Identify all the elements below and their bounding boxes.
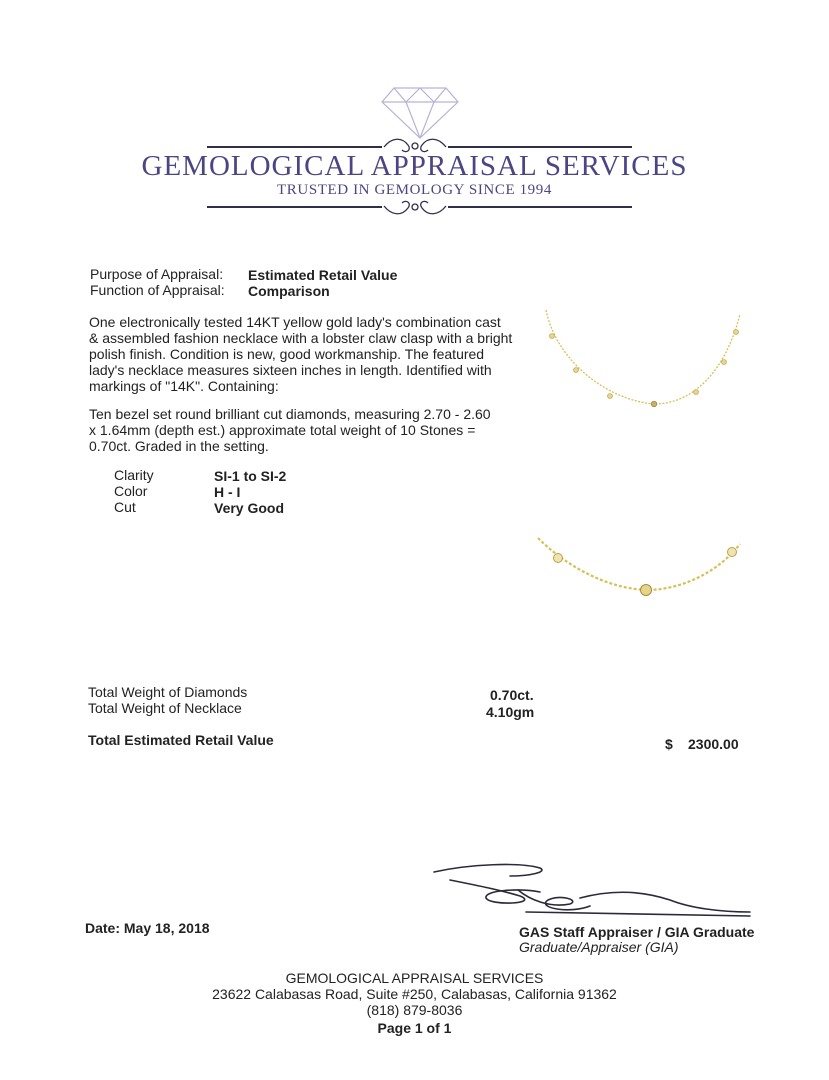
total-diamonds-label: Total Weight of Diamonds bbox=[88, 684, 248, 700]
purpose-label: Purpose of Appraisal: bbox=[90, 266, 224, 282]
top-rule-left bbox=[207, 146, 382, 148]
stones-line: x 1.64mm (depth est.) approximate total weight of 10 Stones = bbox=[89, 422, 476, 438]
total-retail-value: 2300.00 bbox=[688, 736, 739, 752]
description-line: & assembled fashion necklace with a lobster claw clasp with a bright bbox=[89, 330, 513, 346]
stones-paragraph bbox=[89, 406, 519, 454]
description-line: lady's necklace measures sixteen inches in length. Identified with bbox=[89, 362, 492, 378]
footer-phone: (818) 879-8036 bbox=[366, 1002, 463, 1018]
grade-value-color: H - I bbox=[214, 484, 241, 500]
appraiser-subtitle: Graduate/Appraiser (GIA) bbox=[519, 939, 679, 955]
total-necklace-value: 4.10gm bbox=[486, 704, 535, 720]
flourish-bottom-icon bbox=[382, 196, 448, 220]
total-retail-label: Total Estimated Retail Value bbox=[88, 732, 274, 748]
stones-line: 0.70ct. Graded in the setting. bbox=[89, 438, 269, 454]
currency-symbol: $ bbox=[665, 736, 673, 752]
bottom-rule-right bbox=[448, 206, 632, 208]
appraiser-signature bbox=[430, 860, 760, 924]
description-line: One electronically tested 14KT yellow gold lady's combination cast bbox=[89, 314, 501, 330]
description-line: polish finish. Condition is new, good workmanship. The featured bbox=[89, 346, 485, 362]
grade-label-clarity: Clarity bbox=[114, 467, 154, 483]
total-diamonds-value: 0.70ct. bbox=[490, 687, 534, 703]
footer-company: GEMOLOGICAL APPRAISAL SERVICES bbox=[285, 970, 544, 986]
bottom-rule-left bbox=[207, 206, 382, 208]
grade-label-color: Color bbox=[114, 483, 148, 499]
purpose-value: Estimated Retail Value bbox=[248, 267, 398, 283]
appraiser-title: GAS Staff Appraiser / GIA Graduate bbox=[519, 924, 755, 940]
stones-line: Ten bezel set round brilliant cut diamonds, measuring 2.70 - 2.60 bbox=[89, 406, 491, 422]
total-necklace-label: Total Weight of Necklace bbox=[88, 700, 242, 716]
necklace-full-image bbox=[536, 300, 748, 412]
description-line: markings of "14K". Containing: bbox=[89, 378, 279, 394]
footer-address: 23622 Calabasas Road, Suite #250, Calabasas, California 91362 bbox=[212, 986, 617, 1002]
brand-tagline: TRUSTED IN GEMOLOGY SINCE 1994 bbox=[277, 182, 552, 198]
function-value: Comparison bbox=[248, 283, 330, 299]
page-number: Page 1 of 1 bbox=[377, 1020, 452, 1036]
grade-value-clarity: SI-1 to SI-2 bbox=[214, 468, 287, 484]
diamond-logo-icon bbox=[380, 80, 460, 140]
function-label: Function of Appraisal: bbox=[90, 282, 225, 298]
top-rule-right bbox=[448, 146, 632, 148]
necklace-closeup-image bbox=[534, 528, 746, 602]
grade-label-cut: Cut bbox=[114, 499, 136, 515]
appraisal-date: Date: May 18, 2018 bbox=[85, 920, 210, 936]
grade-value-cut: Very Good bbox=[214, 500, 285, 516]
brand-name: GEMOLOGICAL APPRAISAL SERVICES bbox=[141, 150, 688, 182]
description-paragraph bbox=[89, 314, 519, 394]
